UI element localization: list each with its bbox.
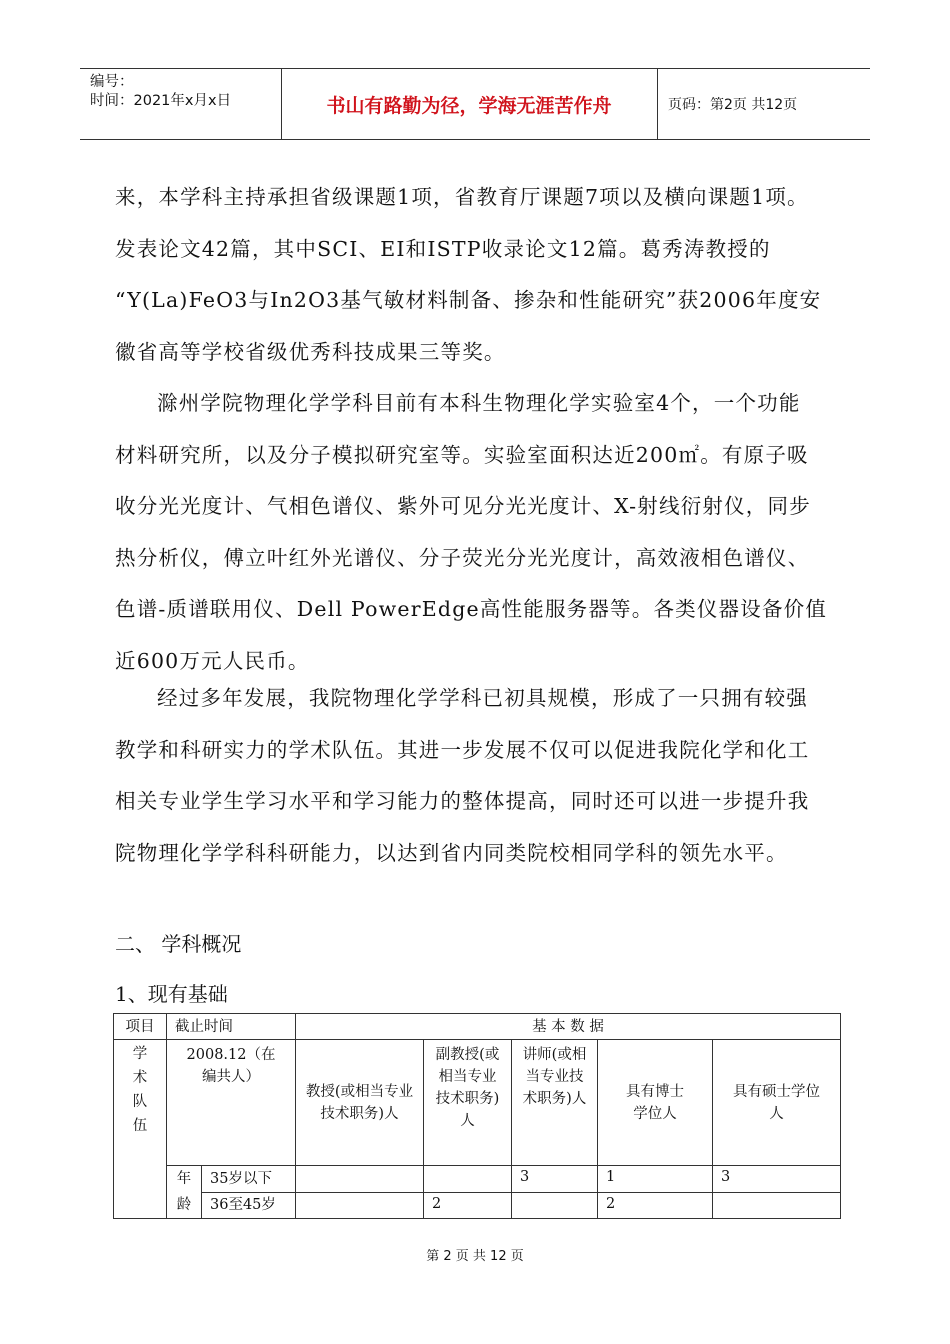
page-header — [80, 68, 870, 140]
row-label: 35岁以下 — [202, 1166, 296, 1193]
cell-prof — [296, 1192, 424, 1219]
header-lect: 讲师(或相当专业技术职务)人 — [522, 1047, 587, 1107]
cell-master: 3 — [713, 1166, 841, 1193]
header-meta — [90, 73, 231, 111]
text-line: 徽省高等学校省级优秀科技成果三等奖。 — [115, 339, 506, 364]
cell-prof — [296, 1166, 424, 1193]
col-header-item: 项目 — [114, 1014, 167, 1040]
date-value: 2008.12（在编共人） — [186, 1047, 276, 1085]
basic-data-table — [113, 1013, 841, 1219]
cell-phd: 1 — [598, 1166, 713, 1193]
group-label-cell — [114, 1040, 167, 1219]
cell-lect: 3 — [512, 1166, 598, 1193]
header-phd-cell — [598, 1040, 713, 1166]
page-footer: 第 2 页 共 12 页 — [426, 1249, 524, 1264]
text-line: 发表论文42篇，其中SCI、EI和ISTP收录论文12篇。葛秀涛教授的 — [115, 236, 771, 261]
paragraph-1 — [115, 172, 855, 378]
cell-phd: 2 — [598, 1192, 713, 1219]
text-line: 来，本学科主持承担省级课题1项，省教育厅课题7项以及横向课题1项。 — [115, 185, 809, 209]
paragraph-3 — [115, 673, 855, 879]
text-line: 院物理化学学科科研能力，以达到省内同类院校相同学科的领先水平。 — [115, 840, 788, 865]
text-line: 经过多年发展，我院物理化学学科已初具规模，形成了一只拥有较强 — [157, 686, 808, 710]
header-divider — [657, 69, 658, 139]
text-line: 收分光光度计、气相色谱仪、紫外可见分光光度计、X-射线衍射仪，同步 — [115, 494, 811, 518]
text-line: 近600万元人民币。 — [115, 648, 310, 673]
row-label: 36至45岁 — [202, 1192, 296, 1219]
col-header-date: 截止时间 — [167, 1014, 296, 1040]
text-line: 相关专业学生学习水平和学习能力的整体提高，同时还可以进一步提升我 — [115, 789, 810, 813]
cell-lect — [512, 1192, 598, 1219]
date-label: 时间：2021年x月x日 — [90, 93, 232, 109]
section-heading: 二、 学科概况 — [115, 932, 242, 956]
text-line: 教学和科研实力的学术队伍。其进一步发展不仅可以促进我院化学和化工 — [115, 737, 810, 762]
cell-master — [713, 1192, 841, 1219]
cell-assoc: 2 — [424, 1192, 512, 1219]
header-prof: 教授(或相当专业技术职务)人 — [305, 1083, 414, 1122]
header-lect-cell — [512, 1040, 598, 1166]
header-assoc-cell — [424, 1040, 512, 1166]
serial-label: 编号： — [90, 74, 134, 90]
header-master-cell — [713, 1040, 841, 1166]
header-prof-cell — [296, 1040, 424, 1166]
subsection-heading: 1、现有基础 — [115, 982, 228, 1006]
text-line: 材料研究所，以及分子模拟研究室等。实验室面积达近200㎡。有原子吸 — [115, 442, 809, 467]
text-line: 色谱-质谱联用仪、Dell PowerEdge高性能服务器等。各类仪器设备价值 — [115, 597, 828, 621]
header-assoc: 副教授(或相当专业技术职务)人 — [435, 1047, 500, 1129]
header-page-info: 页码：第2页 共12页 — [668, 97, 798, 113]
paragraph-2 — [115, 378, 855, 687]
text-line: 滁州学院物理化学学科目前有本科生物理化学实验室4个，一个功能 — [157, 391, 801, 415]
text-line: “Y(La)FeO3与In2O3基气敏材料制备、掺杂和性能研究”获2006年度安 — [115, 288, 822, 312]
text-line: 热分析仪，傅立叶红外光谱仪、分子荧光分光光度计，高效液相色谱仪、 — [115, 545, 810, 570]
header-master: 具有硕士学位 人 — [733, 1083, 820, 1122]
header-phd: 具有博士学位人 — [626, 1083, 684, 1122]
age-label-cell — [167, 1166, 202, 1219]
header-motto: 书山有路勤为径，学海无涯苦作舟 — [326, 94, 612, 117]
cell-assoc — [424, 1166, 512, 1193]
col-header-basic: 基 本 数 据 — [296, 1014, 841, 1040]
age-label: 年龄 — [176, 1171, 192, 1213]
date-value-cell — [167, 1040, 296, 1166]
group-label: 学术队伍 — [132, 1046, 148, 1134]
